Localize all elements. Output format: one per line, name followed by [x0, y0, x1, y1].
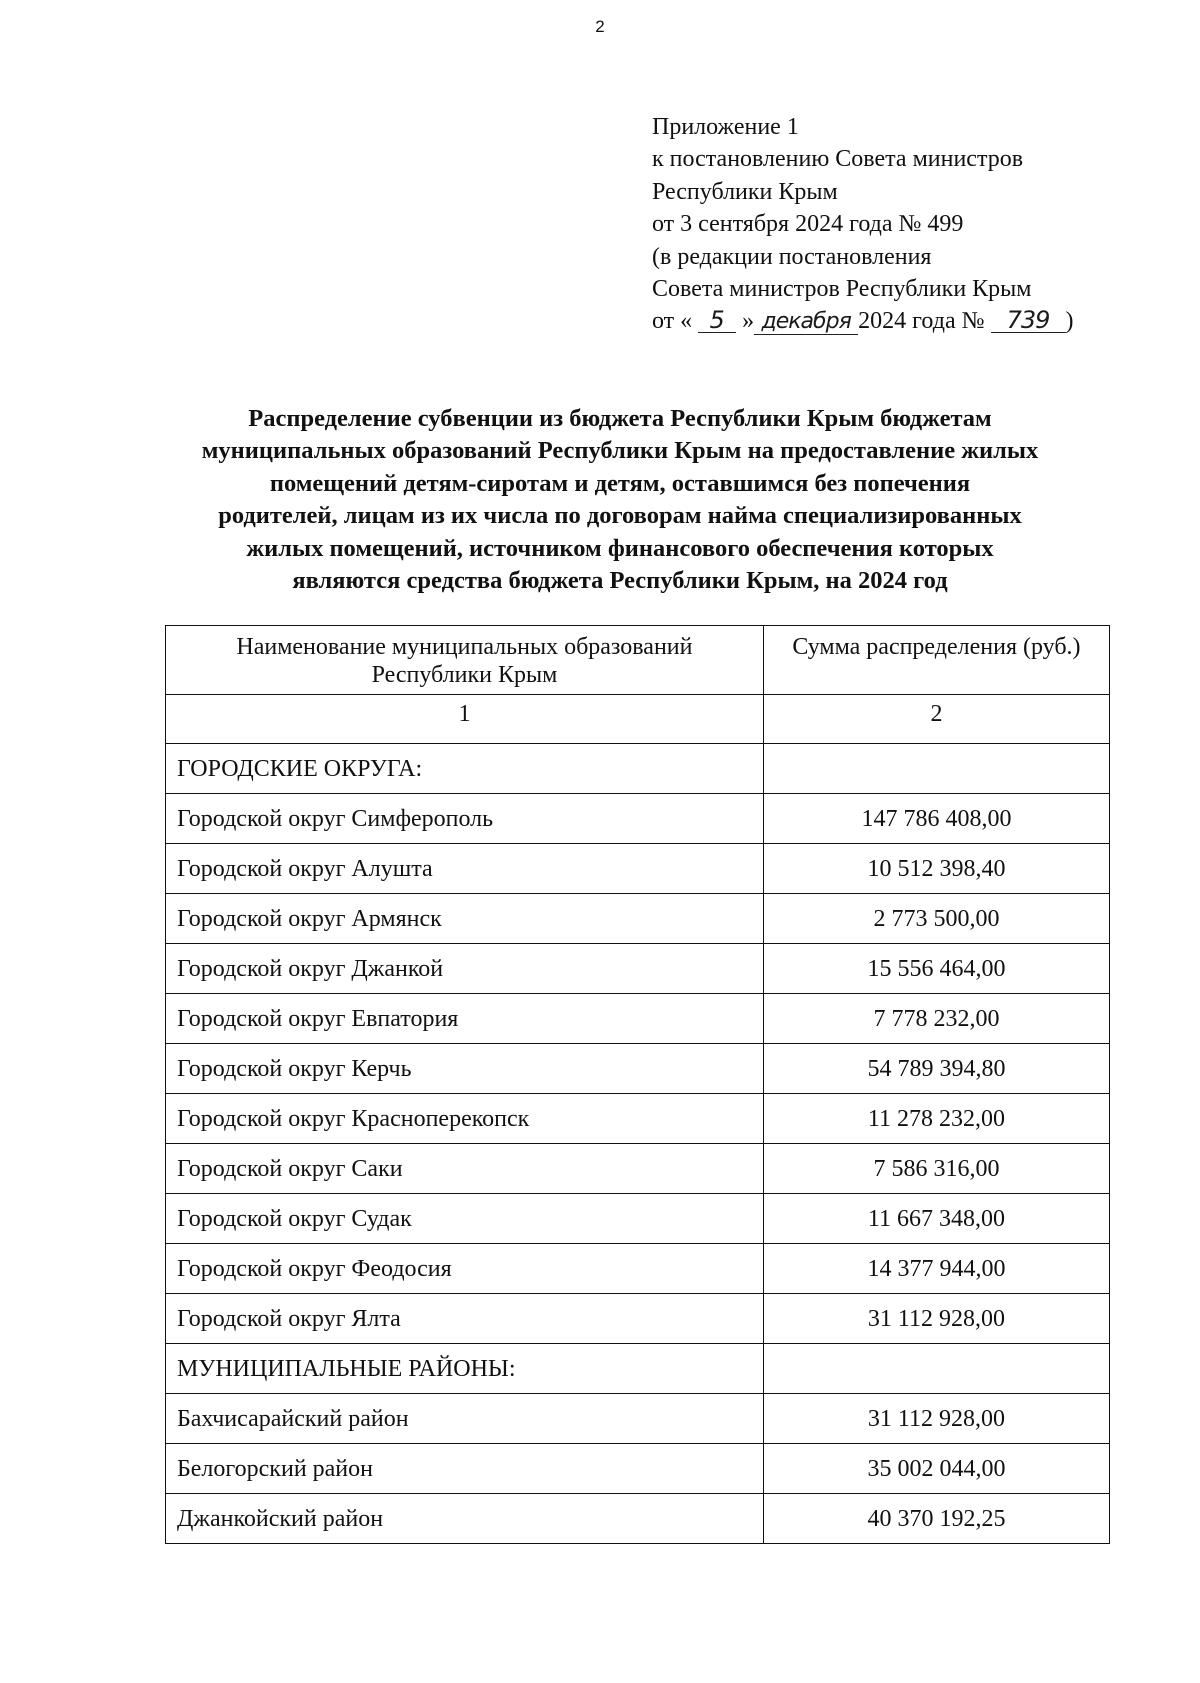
municipality-name: Джанкойский район	[166, 1494, 764, 1544]
table-row	[166, 794, 1110, 844]
table-row	[166, 1194, 1110, 1244]
column-number-row	[166, 695, 1110, 744]
distribution-amount: 14 377 944,00	[763, 1244, 1109, 1294]
annex-block	[652, 111, 1074, 338]
table-row	[166, 894, 1110, 944]
municipality-name: Городской округ Алушта	[166, 844, 764, 894]
annex-republic: Республики Крым	[652, 178, 838, 205]
distribution-amount	[763, 744, 1109, 794]
amendment-suffix: )	[1065, 308, 1074, 335]
column-number-1: 1	[166, 695, 764, 744]
table-row	[166, 1444, 1110, 1494]
table-row	[166, 1044, 1110, 1094]
document-title	[140, 403, 1100, 597]
municipality-name: Городской округ Евпатория	[166, 994, 764, 1044]
table-row	[166, 944, 1110, 994]
municipality-name: Белогорский район	[166, 1444, 764, 1494]
municipality-name: Городской округ Армянск	[166, 894, 764, 944]
title-line: муниципальных образований Республики Крым на предоставление жилых	[201, 437, 1039, 465]
handwritten-day: 5	[698, 308, 736, 333]
distribution-amount: 15 556 464,00	[763, 944, 1109, 994]
distribution-amount: 11 667 348,00	[763, 1194, 1109, 1244]
municipality-name: Городской округ Красноперекопск	[166, 1094, 764, 1144]
header-amount: Сумма распределения (руб.)	[763, 626, 1109, 695]
distribution-amount: 10 512 398,40	[763, 844, 1109, 894]
distribution-amount: 31 112 928,00	[763, 1294, 1109, 1344]
title-line: помещений детям-сиротам и детям, оставшимся без попечения	[269, 469, 971, 497]
municipality-name: Городской округ Джанкой	[166, 944, 764, 994]
annex-resolution-date: от 3 сентября 2024 года № 499	[652, 211, 964, 238]
distribution-amount: 2 773 500,00	[763, 894, 1109, 944]
table-header-row	[166, 626, 1110, 695]
distribution-amount	[763, 1344, 1109, 1394]
municipality-name: МУНИЦИПАЛЬНЫЕ РАЙОНЫ:	[166, 1344, 764, 1394]
distribution-amount: 40 370 192,25	[763, 1494, 1109, 1544]
table-row	[166, 1294, 1110, 1344]
handwritten-number: 739	[991, 308, 1066, 333]
municipality-name: Городской округ Симферополь	[166, 794, 764, 844]
amendment-year: 2024 года №	[858, 308, 985, 335]
distribution-amount: 7 586 316,00	[763, 1144, 1109, 1194]
column-number-2: 2	[763, 695, 1109, 744]
table-row	[166, 1094, 1110, 1144]
municipality-name: Городской округ Саки	[166, 1144, 764, 1194]
distribution-amount: 147 786 408,00	[763, 794, 1109, 844]
table-row	[166, 1244, 1110, 1294]
municipality-name: Городской округ Ялта	[166, 1294, 764, 1344]
annex-title: Приложение 1	[652, 114, 799, 140]
table-row	[166, 1144, 1110, 1194]
title-line: Распределение субвенции из бюджета Республики Крым бюджетам	[248, 405, 992, 432]
annex-amendment-line	[652, 305, 1074, 337]
distribution-amount: 31 112 928,00	[763, 1394, 1109, 1444]
title-line: являются средства бюджета Республики Крым, на 2024 год	[292, 567, 948, 595]
annex-edition-note: (в редакции постановления	[652, 243, 932, 270]
amendment-prefix: от «	[652, 308, 693, 335]
municipality-name: Городской округ Феодосия	[166, 1244, 764, 1294]
distribution-amount: 54 789 394,80	[763, 1044, 1109, 1094]
table-row	[166, 844, 1110, 894]
title-line: родителей, лицам из их числа по договорам найма специализированных	[218, 502, 1022, 530]
municipality-name: Бахчисарайский район	[166, 1394, 764, 1444]
title-line: жилых помещений, источником финансового обеспечения которых	[246, 534, 994, 562]
table-row	[166, 994, 1110, 1044]
table-row	[166, 1344, 1110, 1394]
amendment-quote: »	[742, 308, 755, 335]
table-row	[166, 744, 1110, 794]
table-row	[166, 1494, 1110, 1544]
table-row	[166, 1394, 1110, 1444]
municipality-name: Городской округ Судак	[166, 1194, 764, 1244]
page-number: 2	[595, 17, 605, 36]
handwritten-month: декабря	[754, 310, 858, 335]
distribution-amount: 35 002 044,00	[763, 1444, 1109, 1494]
municipality-name: Городской округ Керчь	[166, 1044, 764, 1094]
header-municipality: Наименование муниципальных образований Республики Крым	[166, 626, 764, 695]
municipality-name: ГОРОДСКИЕ ОКРУГА:	[166, 744, 764, 794]
distribution-table	[165, 625, 1110, 1544]
distribution-amount: 7 778 232,00	[763, 994, 1109, 1044]
annex-council: Совета министров Республики Крым	[652, 276, 1032, 303]
annex-reference: к постановлению Совета министров	[652, 146, 1024, 173]
distribution-amount: 11 278 232,00	[763, 1094, 1109, 1144]
